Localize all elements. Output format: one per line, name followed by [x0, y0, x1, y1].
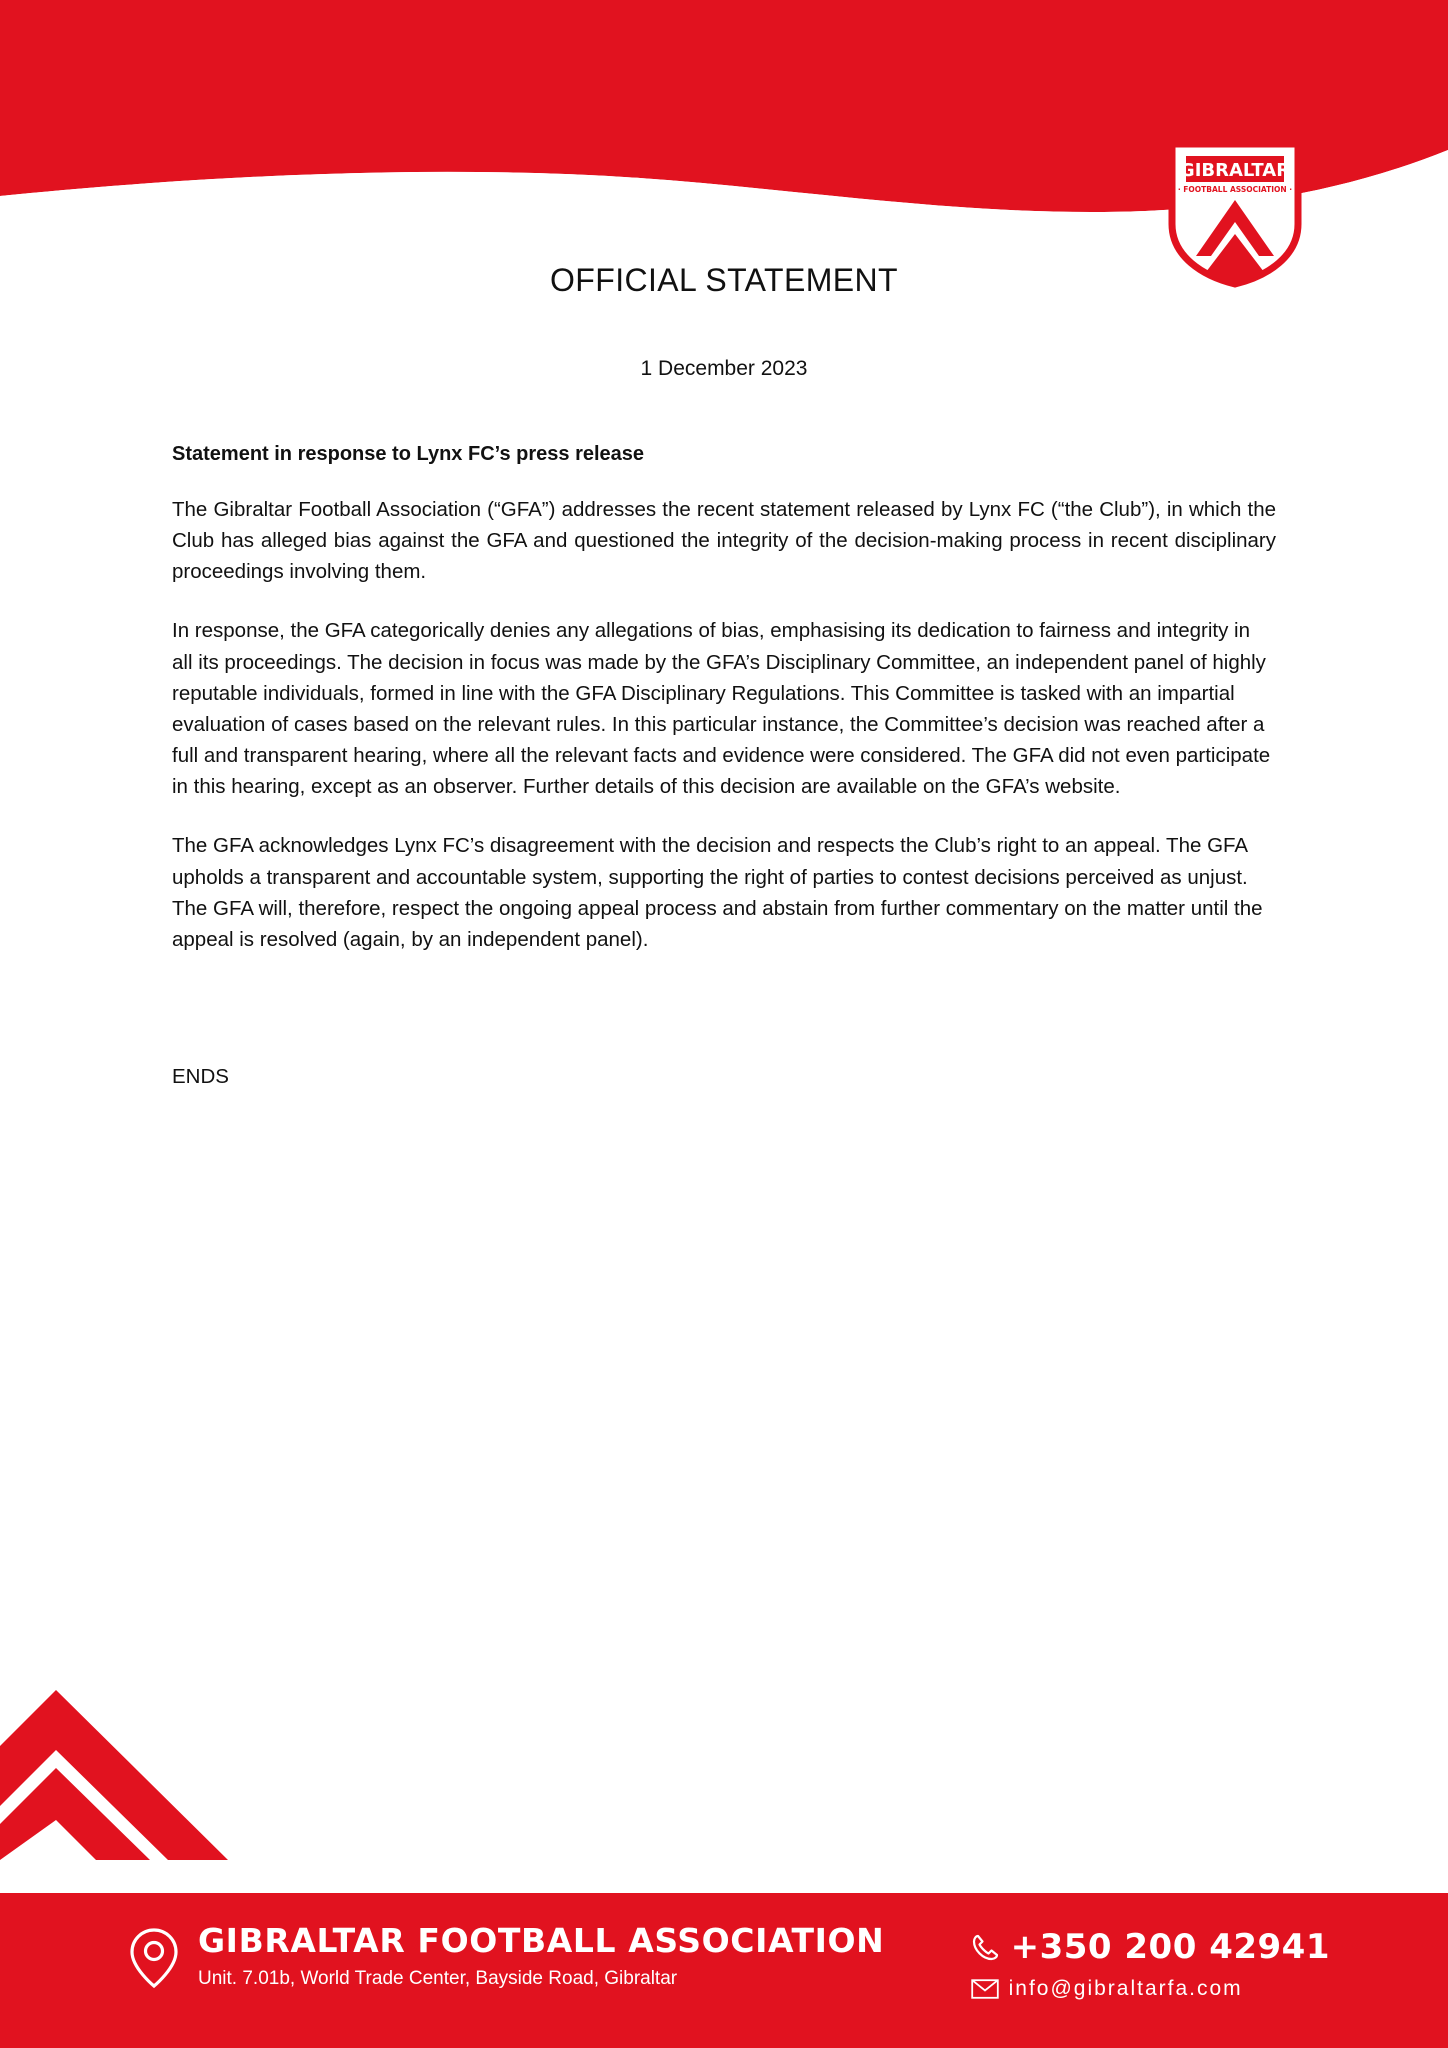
envelope-icon [971, 1979, 999, 1999]
footer-email-address: info@gibraltarfa.com [1008, 1977, 1243, 2000]
footer-address: Unit. 7.01b, World Trade Center, Bayside Road, Gibraltar [198, 1968, 678, 1990]
phone-icon [971, 1932, 1001, 1962]
document-date: 1 December 2023 [640, 357, 808, 380]
footer-organisation-name: GIBRALTAR FOOTBALL ASSOCIATION [198, 1921, 885, 1960]
document-paragraph: The GFA acknowledges Lynx FC’s disagreement with the decision and respects the Club’s right to an appeal. The GFA upholds a transparent and accountable system, supporting the right of parties to contest decisions perceived as unjust. The GFA will, therefore, respect the ongoing appeal process and abstain from further commentary on the matter until the appeal is resolved (again, by an independent panel). [172, 834, 1263, 951]
location-pin-icon [128, 1927, 180, 1989]
footer-contact-block [971, 1927, 1330, 2001]
footer-phone-number: +350 200 42941 [1010, 1927, 1330, 1967]
svg-text:GIBRALTAR: GIBRALTAR [1179, 160, 1291, 181]
footer-address-block [128, 1923, 884, 1990]
footer-bar [0, 1893, 1448, 2048]
chevron-decoration-icon [0, 1690, 300, 1860]
footer-email[interactable] [971, 1977, 1330, 2001]
document-paragraph: In response, the GFA categorically denies any allegations of bias, emphasising its dedication to fairness and integrity in all its proceedings. The decision in focus was made by the GFA’s Disciplinary Committee, an independent panel of highly reputable individuals, formed in line with the GFA Disciplinary Regulations. This Committee is tasked with an impartial evaluation of cases based on the relevant rules. In this particular instance, the Committee’s decision was reached after a full and transparent hearing, where all the relevant facts and evidence were considered. The GFA did not even participate in this hearing, except as an observer. Further details of this decision are available on the GFA’s website. [172, 619, 1271, 799]
document-subject: Statement in response to Lynx FC’s press release [172, 443, 645, 465]
document-body [172, 262, 1276, 1089]
document-ends-marker: ENDS [172, 1065, 229, 1089]
svg-text:· FOOTBALL ASSOCIATION ·: · FOOTBALL ASSOCIATION · [1177, 185, 1293, 194]
footer-phone[interactable] [971, 1927, 1330, 1967]
document-paragraph: The Gibraltar Football Association (“GFA”) addresses the recent statement released by Lynx FC (“the Club”), in which the Club has alleged bias against the GFA and questioned the integrity of the decision-making process in recent disciplinary proceedings involving them. [172, 498, 1276, 584]
page-title: OFFICIAL STATEMENT [550, 262, 898, 298]
